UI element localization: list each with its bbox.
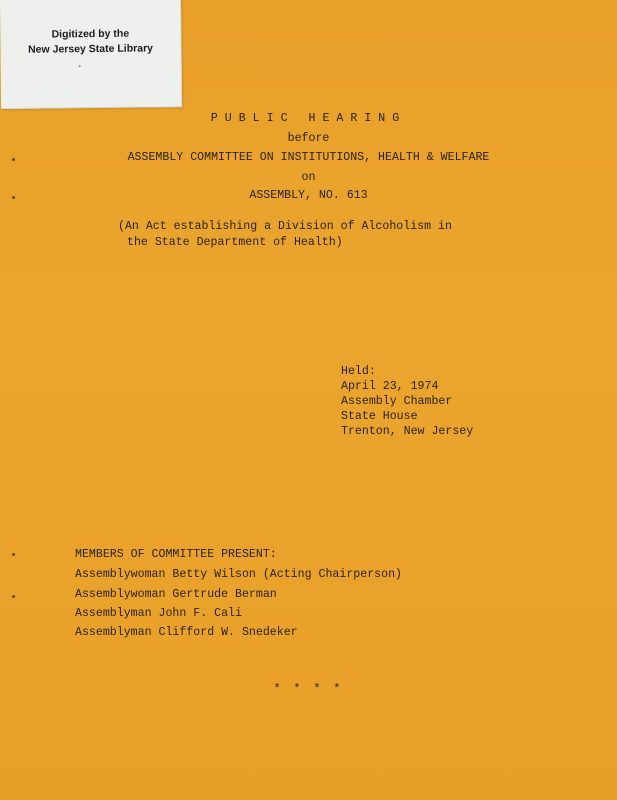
member-item: Assemblywoman Betty Wilson (Acting Chairperson) [75, 568, 402, 581]
members-heading: MEMBERS OF COMMITTEE PRESENT: [75, 548, 277, 561]
stamp-speck [79, 65, 81, 67]
held-label: Held: [341, 365, 376, 378]
held-building: State House [341, 410, 418, 423]
member-item: Assemblywoman Gertrude Berman [75, 588, 277, 601]
on-word: on [301, 171, 316, 184]
held-room: Assembly Chamber [341, 395, 453, 408]
bill-number: ASSEMBLY, NO. 613 [249, 189, 368, 202]
binding-hole [12, 595, 15, 598]
member-item: Assemblyman John F. Cali [75, 607, 242, 620]
closing-asterisks: * * * * [273, 683, 344, 696]
digitized-stamp [0, 0, 182, 109]
hearing-title: PUBLIC HEARING [210, 112, 407, 125]
stamp-line-2: New Jersey State Library [28, 42, 154, 56]
bill-description-line-1: (An Act establishing a Division of Alcoholism in [118, 220, 452, 233]
bill-description-line-2: the State Department of Health) [127, 236, 343, 249]
member-item: Assemblyman Clifford W. Snedeker [75, 626, 298, 639]
stamp-line-1: Digitized by the [51, 27, 130, 41]
binding-hole [12, 553, 15, 556]
before-word: before [287, 132, 330, 145]
stamp-text [0, 26, 180, 58]
held-date: April 23, 1974 [341, 380, 439, 393]
committee-name: ASSEMBLY COMMITTEE ON INSTITUTIONS, HEALTH & WELFARE [127, 151, 490, 164]
held-city: Trenton, New Jersey [341, 425, 474, 438]
